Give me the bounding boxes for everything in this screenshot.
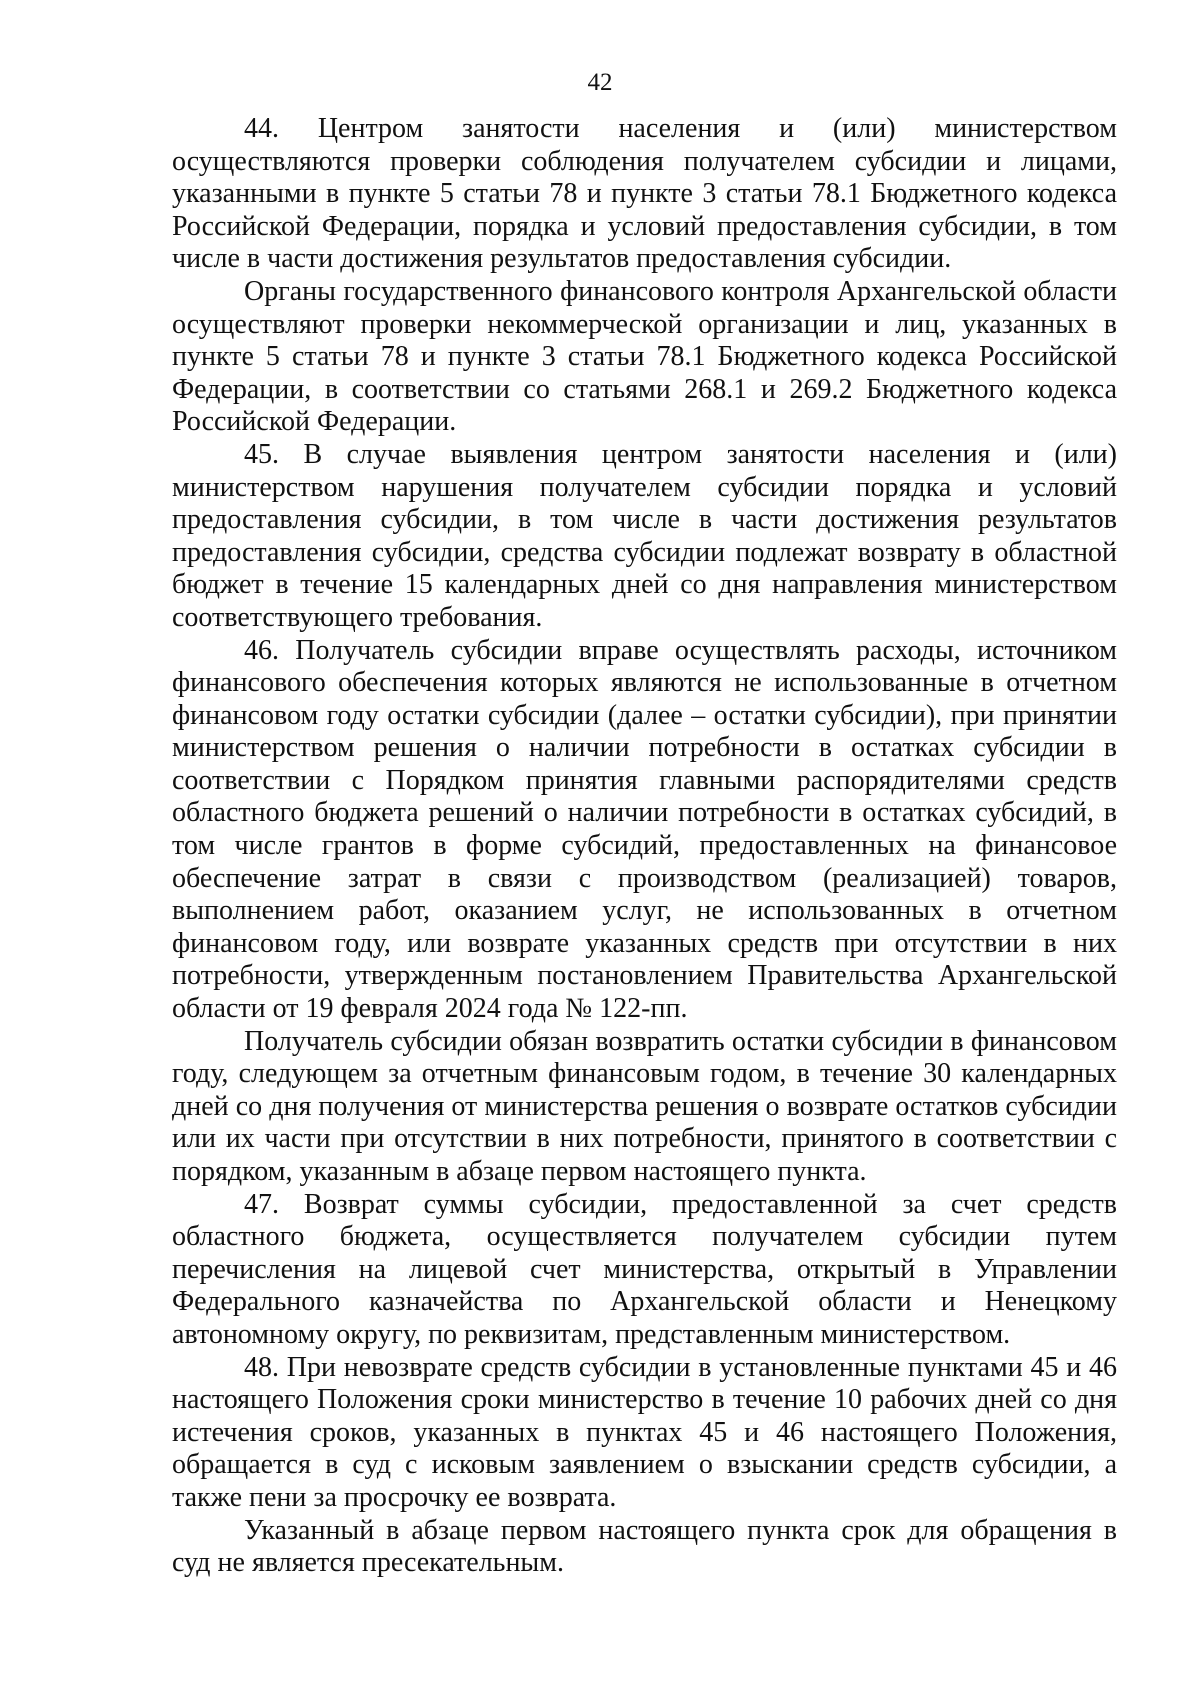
paragraph-44: 44. Центром занятости населения и (или) министерством осуществляются проверки соблюдения получателем субсидии и лицами, указанными в пункте 5 статьи 78 и пункте 3 статьи 78.1 Бюджетного кодекса Российской Федерации, порядка и условий предоставления субсидии, в том числе в части достижения результатов предоставления субсидии. bbox=[172, 113, 1117, 275]
page-number: 42 bbox=[587, 69, 613, 96]
paragraph-45: 45. В случае выявления центром занятости населения и (или) министерством нарушения получателем субсидии порядка и условий предоставления субсидии, в том числе в части достижения результатов предоставления субсидии, средства субсидии подлежат возврату в областной бюджет в течение 15 календарных дней со дня направления министерством соответствующего требования. bbox=[172, 438, 1117, 633]
paragraph-46-return-remainders: Получатель субсидии обязан возвратить остатки субсидии в финансовом году, следующем за отчетным финансовым годом, в течение 30 календарных дней со дня получения от министерства решения о возврате остатков субсидии или их части при отсутствии в них потребности, принятого в соответствии с порядком, указанным в абзаце первом настоящего пункта. bbox=[172, 1025, 1117, 1187]
paragraph-47: 47. Возврат суммы субсидии, предоставленной за счет средств областного бюджета, осуществляется получателем субсидии путем перечисления на лицевой счет министерства, открытый в Управлении Федерального казначейства по Архангельской области и Ненецкому автономному округу, по реквизитам, представленным министерством. bbox=[172, 1188, 1117, 1350]
paragraph-48-deadline-note: Указанный в абзаце первом настоящего пункта срок для обращения в суд не является пресекательным. bbox=[172, 1514, 1117, 1579]
paragraph-46: 46. Получатель субсидии вправе осуществлять расходы, источником финансового обеспечения которых являются не использованные в отчетном финансовом году остатки субсидии (далее – остатки субсидии), при принятии министерством решения о наличии потребности в остатках субсидии в соответствии с Порядком принятия главными распорядителями средств областного бюджета решений о наличии потребности в остатках субсидий, в том числе грантов в форме субсидий, предоставленных на финансовое обеспечение затрат в связи с производством (реализацией) товаров, выполнением работ, оказанием услуг, не использованных в отчетном финансовом году, или возврате указанных средств при отсутствии в них потребности, утвержденным постановлением Правительства Архангельской области от 19 февраля 2024 года № 122-пп. bbox=[172, 634, 1117, 1025]
paragraph-44-control-bodies: Органы государственного финансового контроля Архангельской области осуществляют проверки некоммерческой организации и лиц, указанных в пункте 5 статьи 78 и пункте 3 статьи 78.1 Бюджетного кодекса Российской Федерации, в соответствии со статьями 268.1 и 269.2 Бюджетного кодекса Российской Федерации. bbox=[172, 275, 1117, 438]
paragraph-48: 48. При невозврате средств субсидии в установленные пунктами 45 и 46 настоящего Положения сроки министерство в течение 10 рабочих дней со дня истечения сроков, указанных в пунктах 45 и 46 настоящего Положения, обращается в суд с исковым заявлением о взыскании средств субсидии, а также пени за просрочку ее возврата. bbox=[172, 1351, 1117, 1513]
document-body bbox=[172, 113, 1117, 1580]
